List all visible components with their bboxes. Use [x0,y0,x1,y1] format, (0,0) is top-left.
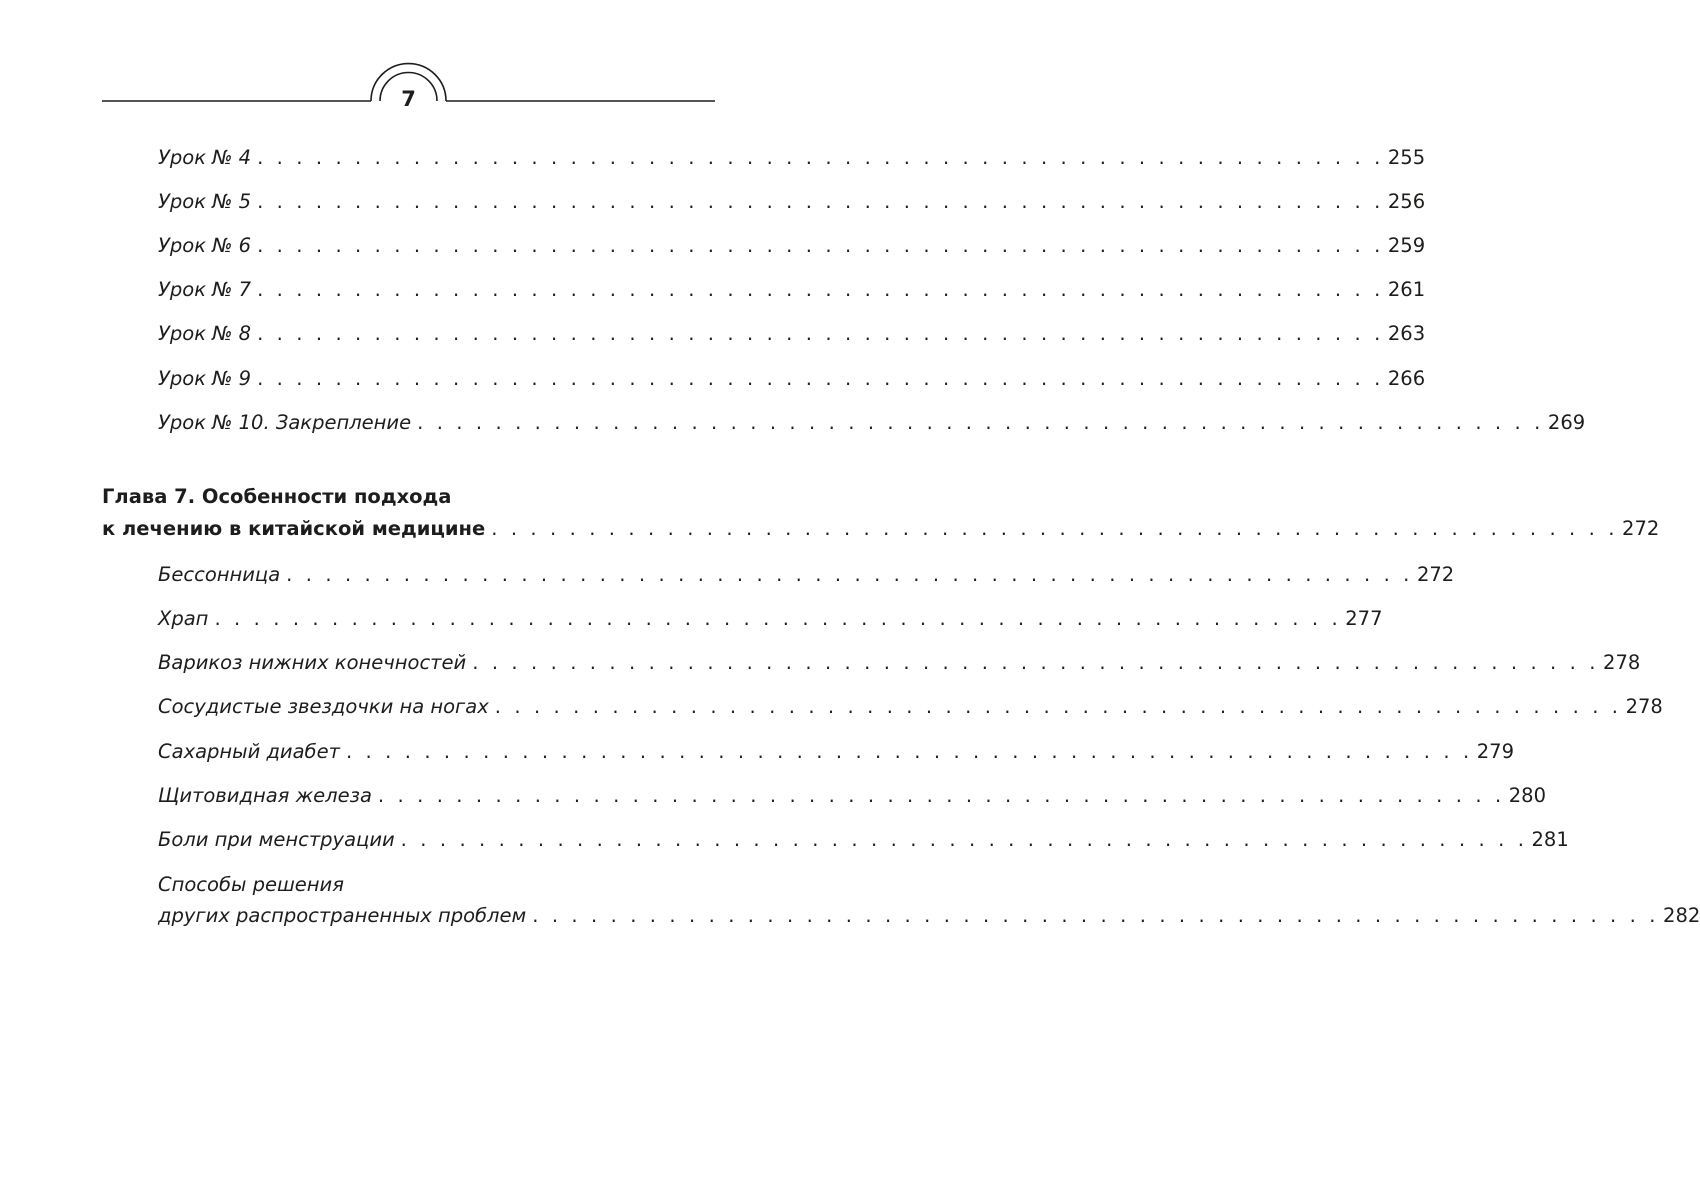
dot-leader: . . . . . . . . . . . . . . . . . . . . . . . . . . . . . . . . . . . . . . . . . . . . . . . . . . . . . . . . . . [417,411,1544,434]
toc-entry-lesson-10[interactable] [158,410,1586,436]
toc-entry-title: Урок № 9 [158,367,252,390]
dot-leader: . . . . . . . . . . . . . . . . . . . . . . . . . . . . . . . . . . . . . . . . . . . . . . . . . . . . . . . . . . [257,190,1384,213]
dot-leader: . . . . . . . . . . . . . . . . . . . . . . . . . . . . . . . . . . . . . . . . . . . . . . . . . . . . . . . . . . [532,904,1660,927]
toc-entry-title: Храп [158,607,209,630]
toc-entry-page: 280 [1508,784,1546,807]
page-number: 7 [401,87,416,111]
toc-entry-title: Способы решения [158,873,344,896]
toc-entry-lesson-5[interactable] [158,189,1426,215]
toc-entry-page: 256 [1387,190,1426,213]
toc-entry-title: Урок № 7 [158,278,252,301]
toc-entry-title: Урок № 4 [158,146,252,169]
toc-entry-title: Урок № 5 [158,190,252,213]
toc-entry-page: 259 [1387,234,1426,257]
toc-entry-title: Урок № 8 [158,322,252,345]
dot-leader: . . . . . . . . . . . . . . . . . . . . . . . . . . . . . . . . . . . . . . . . . . . . . . . . . . . . . . . . . . [400,828,1528,851]
toc-entry-lesson-4[interactable] [158,145,1426,171]
toc-entry-page: 281 [1531,828,1569,851]
toc-entry-lesson-7[interactable] [158,277,1426,303]
dot-leader: . . . . . . . . . . . . . . . . . . . . . . . . . . . . . . . . . . . . . . . . . . . . . . . . . . . . . . . . . . [345,740,1473,763]
toc-entry-chapter-7[interactable] [102,516,1660,542]
toc-entry-insomnia[interactable] [158,562,1455,588]
toc-entry-page: 272 [1622,517,1660,540]
dot-leader: . . . . . . . . . . . . . . . . . . . . . . . . . . . . . . . . . . . . . . . . . . . . . . . . . . . . . . . . . . [491,517,1619,540]
toc-entry-page: 269 [1547,411,1586,434]
toc-entry-lesson-6[interactable] [158,233,1426,259]
toc-entry-title: Сосудистые звездочки на ногах [158,695,489,718]
toc-entry-title: Щитовидная железа [158,784,372,807]
toc-entry-title-continued: других распространенных проблем [158,904,527,927]
toc-entry-title: Варикоз нижних конечностей [158,651,467,674]
last-section-title-line-1[interactable] [158,872,715,898]
toc-entry-page: 261 [1387,278,1426,301]
toc-entry-page: 255 [1387,146,1426,169]
toc-entry-title: Урок № 6 [158,234,252,257]
dot-leader: . . . . . . . . . . . . . . . . . . . . . . . . . . . . . . . . . . . . . . . . . . . . . . . . . . . . . . . . . . [377,784,1505,807]
toc-entry-page: 272 [1416,563,1455,586]
toc-entry-page: 263 [1387,322,1426,345]
dot-leader: . . . . . . . . . . . . . . . . . . . . . . . . . . . . . . . . . . . . . . . . . . . . . . . . . . . . . . . . . . [257,146,1384,169]
chapter-title-line-1[interactable] [102,484,715,510]
toc-entry-title: Урок № 10. Закрепление [158,411,412,434]
toc-entry-page: 278 [1603,651,1641,674]
toc-entry-snoring[interactable] [158,606,1383,632]
dot-leader: . . . . . . . . . . . . . . . . . . . . . . . . . . . . . . . . . . . . . . . . . . . . . . . . . . . . . . . . . . [257,367,1384,390]
toc-entry-page: 278 [1625,695,1663,718]
toc-entry-page: 277 [1345,607,1383,630]
dot-leader: . . . . . . . . . . . . . . . . . . . . . . . . . . . . . . . . . . . . . . . . . . . . . . . . . . . . . . . . . . [494,695,1622,718]
toc-entry-page: 266 [1387,367,1426,390]
toc-entry-page: 282 [1663,904,1700,927]
chapter-title: Глава 7. Особенности подхода [102,485,452,508]
dot-leader: . . . . . . . . . . . . . . . . . . . . . . . . . . . . . . . . . . . . . . . . . . . . . . . . . . . . . . . . . . [214,607,1342,630]
toc-entry-title: Сахарный диабет [158,740,340,763]
toc-entry-other-problems[interactable] [158,903,1700,929]
toc-entry-thyroid[interactable] [158,783,1546,809]
toc-entry-diabetes[interactable] [158,739,1514,765]
toc-entry-page: 279 [1476,740,1514,763]
dot-leader: . . . . . . . . . . . . . . . . . . . . . . . . . . . . . . . . . . . . . . . . . . . . . . . . . . . . . . . . . . [257,234,1384,257]
toc-entry-lesson-8[interactable] [158,321,1426,347]
toc-entry-title: Боли при менструации [158,828,395,851]
chapter-title-continued: к лечению в китайской медицине [102,517,486,540]
dot-leader: . . . . . . . . . . . . . . . . . . . . . . . . . . . . . . . . . . . . . . . . . . . . . . . . . . . . . . . . . . [257,278,1384,301]
toc-entry-spider-veins[interactable] [158,694,1663,720]
toc-entry-menstrual-pain[interactable] [158,827,1569,853]
dot-leader: . . . . . . . . . . . . . . . . . . . . . . . . . . . . . . . . . . . . . . . . . . . . . . . . . . . . . . . . . . [472,651,1600,674]
toc-entry-title: Бессонница [158,563,281,586]
dot-leader: . . . . . . . . . . . . . . . . . . . . . . . . . . . . . . . . . . . . . . . . . . . . . . . . . . . . . . . . . . [257,322,1384,345]
page-header [102,62,715,112]
toc-entry-varicose[interactable] [158,650,1641,676]
dot-leader: . . . . . . . . . . . . . . . . . . . . . . . . . . . . . . . . . . . . . . . . . . . . . . . . . . . . . . . . . . [286,563,1413,586]
toc-entry-lesson-9[interactable] [158,366,1426,392]
